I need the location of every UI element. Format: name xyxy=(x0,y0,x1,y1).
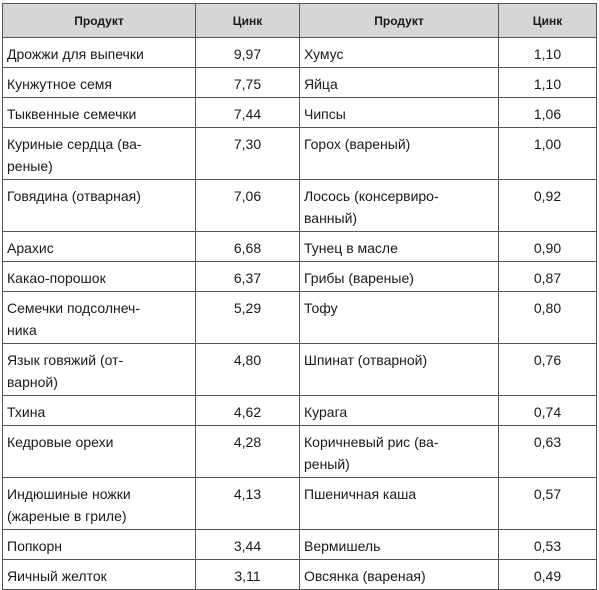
product-cell-right: Пшеничная каша xyxy=(300,478,499,530)
product-cell-right: Овсянка (вареная) xyxy=(300,560,499,590)
product-cell-left: Какао-порошок xyxy=(3,262,196,292)
zinc-value-cell-left: 3,11 xyxy=(196,560,300,590)
product-cell-right: Тофу xyxy=(300,292,499,344)
table-row xyxy=(3,180,597,232)
product-cell-right: Горох (вареный) xyxy=(300,128,499,180)
product-cell-left: Говядина (отварная) xyxy=(3,180,196,232)
zinc-value-cell-left: 4,28 xyxy=(196,426,300,478)
table-row xyxy=(3,344,597,396)
product-cell-left: Арахис xyxy=(3,232,196,262)
header-zinc-left: Цинк xyxy=(196,4,300,38)
table-row xyxy=(3,38,597,68)
table-row xyxy=(3,232,597,262)
zinc-value-cell-right: 0,74 xyxy=(499,396,597,426)
product-cell-left: Тхина xyxy=(3,396,196,426)
zinc-value-cell-left: 9,97 xyxy=(196,38,300,68)
zinc-value-cell-right: 0,57 xyxy=(499,478,597,530)
zinc-value-cell-left: 3,44 xyxy=(196,530,300,560)
zinc-value-cell-right: 0,90 xyxy=(499,232,597,262)
zinc-value-cell-right: 0,49 xyxy=(499,560,597,590)
table-row xyxy=(3,98,597,128)
product-cell-right: Курага xyxy=(300,396,499,426)
zinc-value-cell-right: 1,10 xyxy=(499,68,597,98)
table-row xyxy=(3,262,597,292)
table-header-row xyxy=(3,4,597,38)
zinc-value-cell-right: 0,53 xyxy=(499,530,597,560)
zinc-value-cell-left: 4,13 xyxy=(196,478,300,530)
zinc-value-cell-left: 7,06 xyxy=(196,180,300,232)
product-cell-right: Вермишель xyxy=(300,530,499,560)
product-cell-left: Куриные сердца (ва- реные) xyxy=(3,128,196,180)
product-cell-right: Грибы (вареные) xyxy=(300,262,499,292)
zinc-value-cell-left: 6,68 xyxy=(196,232,300,262)
zinc-value-cell-left: 4,62 xyxy=(196,396,300,426)
zinc-value-cell-right: 0,87 xyxy=(499,262,597,292)
table-row xyxy=(3,68,597,98)
product-cell-right: Чипсы xyxy=(300,98,499,128)
table-row xyxy=(3,560,597,590)
table-row xyxy=(3,478,597,530)
product-cell-right: Коричневый рис (ва- реный) xyxy=(300,426,499,478)
product-cell-left: Кунжутное семя xyxy=(3,68,196,98)
product-cell-right: Тунец в масле xyxy=(300,232,499,262)
zinc-value-cell-left: 5,29 xyxy=(196,292,300,344)
zinc-value-cell-right: 1,06 xyxy=(499,98,597,128)
product-cell-left: Дрожжи для выпечки xyxy=(3,38,196,68)
product-cell-right: Хумус xyxy=(300,38,499,68)
header-product-right: Продукт xyxy=(300,4,499,38)
zinc-value-cell-right: 1,10 xyxy=(499,38,597,68)
zinc-value-cell-right: 0,92 xyxy=(499,180,597,232)
zinc-value-cell-right: 0,80 xyxy=(499,292,597,344)
table-row xyxy=(3,426,597,478)
product-cell-left: Яичный желток xyxy=(3,560,196,590)
header-product-left: Продукт xyxy=(3,4,196,38)
zinc-value-cell-right: 0,76 xyxy=(499,344,597,396)
header-zinc-right: Цинк xyxy=(499,4,597,38)
product-cell-left: Тыквенные семечки xyxy=(3,98,196,128)
zinc-value-cell-left: 6,37 xyxy=(196,262,300,292)
product-cell-left: Кедровые орехи xyxy=(3,426,196,478)
product-cell-right: Шпинат (отварной) xyxy=(300,344,499,396)
zinc-value-cell-left: 7,75 xyxy=(196,68,300,98)
table-row xyxy=(3,128,597,180)
table-body xyxy=(3,38,597,590)
zinc-value-cell-right: 1,00 xyxy=(499,128,597,180)
product-cell-left: Язык говяжий (от- варной) xyxy=(3,344,196,396)
table-row xyxy=(3,530,597,560)
zinc-value-cell-left: 7,30 xyxy=(196,128,300,180)
zinc-value-cell-left: 7,44 xyxy=(196,98,300,128)
product-cell-left: Попкорн xyxy=(3,530,196,560)
product-cell-left: Индюшиные ножки (жареные в гриле) xyxy=(3,478,196,530)
zinc-value-cell-right: 0,63 xyxy=(499,426,597,478)
table-row xyxy=(3,396,597,426)
zinc-value-cell-left: 4,80 xyxy=(196,344,300,396)
product-cell-right: Лосось (консервиро- ванный) xyxy=(300,180,499,232)
product-cell-left: Семечки подсолнеч- ника xyxy=(3,292,196,344)
product-cell-right: Яйца xyxy=(300,68,499,98)
table-row xyxy=(3,292,597,344)
zinc-content-table xyxy=(2,3,597,590)
